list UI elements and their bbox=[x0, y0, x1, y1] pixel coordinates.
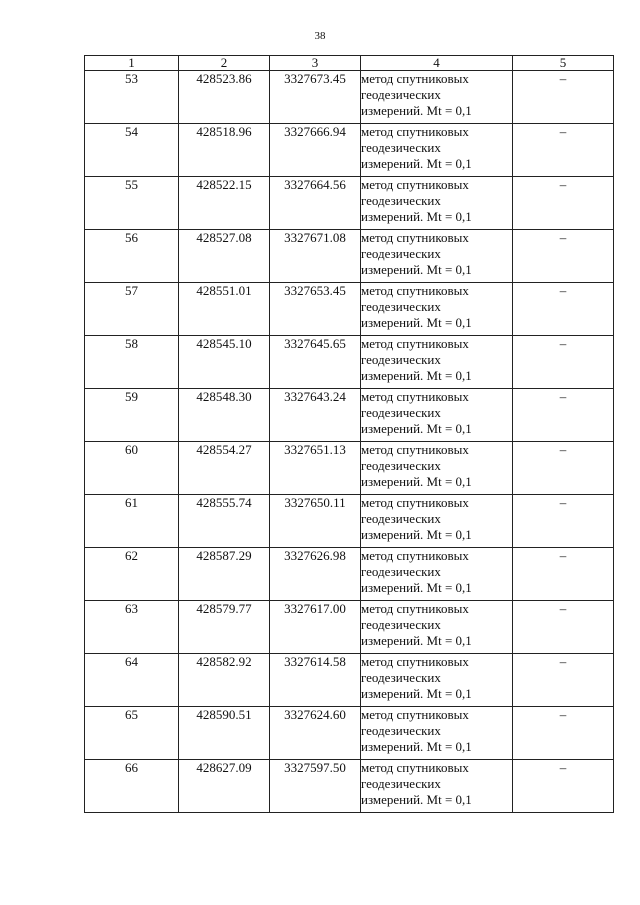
point-number: 65 bbox=[85, 707, 179, 760]
note: – bbox=[513, 336, 614, 389]
method-description bbox=[361, 654, 513, 707]
method-line: измерений. Mt = 0,1 bbox=[361, 262, 472, 277]
note: – bbox=[513, 124, 614, 177]
table-header-row bbox=[85, 56, 614, 71]
note: – bbox=[513, 230, 614, 283]
coordinate-x: 428523.86 bbox=[179, 71, 270, 124]
table-row bbox=[85, 230, 614, 283]
method-description bbox=[361, 495, 513, 548]
table-row bbox=[85, 707, 614, 760]
column-header-2: 2 bbox=[179, 56, 270, 71]
coordinate-y: 3327653.45 bbox=[270, 283, 361, 336]
method-line: геодезических bbox=[361, 617, 441, 632]
point-number: 61 bbox=[85, 495, 179, 548]
point-number: 58 bbox=[85, 336, 179, 389]
coordinate-x: 428554.27 bbox=[179, 442, 270, 495]
method-line: геодезических bbox=[361, 564, 441, 579]
note: – bbox=[513, 495, 614, 548]
column-header-4: 4 bbox=[361, 56, 513, 71]
point-number: 56 bbox=[85, 230, 179, 283]
method-line: метод спутниковых bbox=[361, 442, 469, 457]
coordinate-y: 3327664.56 bbox=[270, 177, 361, 230]
note: – bbox=[513, 71, 614, 124]
point-number: 66 bbox=[85, 760, 179, 813]
coordinates-table bbox=[84, 55, 614, 813]
method-line: измерений. Mt = 0,1 bbox=[361, 474, 472, 489]
note: – bbox=[513, 283, 614, 336]
table-row bbox=[85, 336, 614, 389]
method-line: геодезических bbox=[361, 723, 441, 738]
method-line: измерений. Mt = 0,1 bbox=[361, 156, 472, 171]
method-line: метод спутниковых bbox=[361, 495, 469, 510]
coordinate-x: 428555.74 bbox=[179, 495, 270, 548]
method-line: измерений. Mt = 0,1 bbox=[361, 103, 472, 118]
method-description bbox=[361, 71, 513, 124]
method-line: измерений. Mt = 0,1 bbox=[361, 421, 472, 436]
method-line: геодезических bbox=[361, 246, 441, 261]
coordinate-x: 428518.96 bbox=[179, 124, 270, 177]
method-line: геодезических bbox=[361, 352, 441, 367]
point-number: 64 bbox=[85, 654, 179, 707]
table-row bbox=[85, 495, 614, 548]
method-line: метод спутниковых bbox=[361, 654, 469, 669]
method-line: геодезических bbox=[361, 87, 441, 102]
method-line: метод спутниковых bbox=[361, 760, 469, 775]
column-header-5: 5 bbox=[513, 56, 614, 71]
method-line: геодезических bbox=[361, 299, 441, 314]
method-description bbox=[361, 707, 513, 760]
method-line: измерений. Mt = 0,1 bbox=[361, 739, 472, 754]
coordinate-y: 3327673.45 bbox=[270, 71, 361, 124]
coordinate-x: 428582.92 bbox=[179, 654, 270, 707]
method-line: метод спутниковых bbox=[361, 230, 469, 245]
method-line: измерений. Mt = 0,1 bbox=[361, 368, 472, 383]
coordinate-y: 3327626.98 bbox=[270, 548, 361, 601]
table-row bbox=[85, 389, 614, 442]
method-line: геодезических bbox=[361, 511, 441, 526]
coordinate-y: 3327624.60 bbox=[270, 707, 361, 760]
method-description bbox=[361, 601, 513, 654]
point-number: 60 bbox=[85, 442, 179, 495]
coordinate-y: 3327651.13 bbox=[270, 442, 361, 495]
note: – bbox=[513, 548, 614, 601]
column-header-1: 1 bbox=[85, 56, 179, 71]
note: – bbox=[513, 177, 614, 230]
point-number: 55 bbox=[85, 177, 179, 230]
table-row bbox=[85, 760, 614, 813]
method-line: геодезических bbox=[361, 776, 441, 791]
method-description bbox=[361, 760, 513, 813]
method-description bbox=[361, 230, 513, 283]
method-line: измерений. Mt = 0,1 bbox=[361, 633, 472, 648]
point-number: 54 bbox=[85, 124, 179, 177]
page-number: 38 bbox=[314, 30, 326, 42]
table-row bbox=[85, 548, 614, 601]
coordinate-x: 428527.08 bbox=[179, 230, 270, 283]
coordinate-y: 3327666.94 bbox=[270, 124, 361, 177]
note: – bbox=[513, 707, 614, 760]
column-header-3: 3 bbox=[270, 56, 361, 71]
table-row bbox=[85, 71, 614, 124]
method-line: метод спутниковых bbox=[361, 707, 469, 722]
point-number: 57 bbox=[85, 283, 179, 336]
table-row bbox=[85, 177, 614, 230]
coordinate-x: 428590.51 bbox=[179, 707, 270, 760]
coordinate-y: 3327617.00 bbox=[270, 601, 361, 654]
point-number: 62 bbox=[85, 548, 179, 601]
coordinate-y: 3327643.24 bbox=[270, 389, 361, 442]
coordinate-x: 428548.30 bbox=[179, 389, 270, 442]
method-line: метод спутниковых bbox=[361, 336, 469, 351]
note: – bbox=[513, 654, 614, 707]
table-row bbox=[85, 654, 614, 707]
method-line: измерений. Mt = 0,1 bbox=[361, 580, 472, 595]
coordinate-y: 3327614.58 bbox=[270, 654, 361, 707]
coordinate-y: 3327650.11 bbox=[270, 495, 361, 548]
method-description bbox=[361, 442, 513, 495]
method-line: метод спутниковых bbox=[361, 548, 469, 563]
method-line: геодезических bbox=[361, 405, 441, 420]
table-row bbox=[85, 442, 614, 495]
note: – bbox=[513, 760, 614, 813]
method-description bbox=[361, 283, 513, 336]
method-description bbox=[361, 177, 513, 230]
method-line: измерений. Mt = 0,1 bbox=[361, 209, 472, 224]
coordinate-x: 428545.10 bbox=[179, 336, 270, 389]
method-line: метод спутниковых bbox=[361, 124, 469, 139]
method-line: метод спутниковых bbox=[361, 71, 469, 86]
point-number: 53 bbox=[85, 71, 179, 124]
coordinate-x: 428551.01 bbox=[179, 283, 270, 336]
table-row bbox=[85, 601, 614, 654]
method-line: геодезических bbox=[361, 458, 441, 473]
method-line: геодезических bbox=[361, 140, 441, 155]
method-line: метод спутниковых bbox=[361, 283, 469, 298]
table-row bbox=[85, 283, 614, 336]
method-description bbox=[361, 548, 513, 601]
coordinate-x: 428627.09 bbox=[179, 760, 270, 813]
method-line: измерений. Mt = 0,1 bbox=[361, 527, 472, 542]
method-line: геодезических bbox=[361, 193, 441, 208]
coordinate-y: 3327671.08 bbox=[270, 230, 361, 283]
coordinate-y: 3327645.65 bbox=[270, 336, 361, 389]
coordinate-x: 428587.29 bbox=[179, 548, 270, 601]
method-description bbox=[361, 336, 513, 389]
coordinate-y: 3327597.50 bbox=[270, 760, 361, 813]
method-description bbox=[361, 389, 513, 442]
method-line: метод спутниковых bbox=[361, 601, 469, 616]
coordinate-x: 428522.15 bbox=[179, 177, 270, 230]
note: – bbox=[513, 389, 614, 442]
coordinate-x: 428579.77 bbox=[179, 601, 270, 654]
method-description bbox=[361, 124, 513, 177]
method-line: измерений. Mt = 0,1 bbox=[361, 686, 472, 701]
method-line: геодезических bbox=[361, 670, 441, 685]
table-row bbox=[85, 124, 614, 177]
point-number: 59 bbox=[85, 389, 179, 442]
method-line: метод спутниковых bbox=[361, 177, 469, 192]
method-line: измерений. Mt = 0,1 bbox=[361, 792, 472, 807]
method-line: метод спутниковых bbox=[361, 389, 469, 404]
note: – bbox=[513, 442, 614, 495]
method-line: измерений. Mt = 0,1 bbox=[361, 315, 472, 330]
point-number: 63 bbox=[85, 601, 179, 654]
note: – bbox=[513, 601, 614, 654]
